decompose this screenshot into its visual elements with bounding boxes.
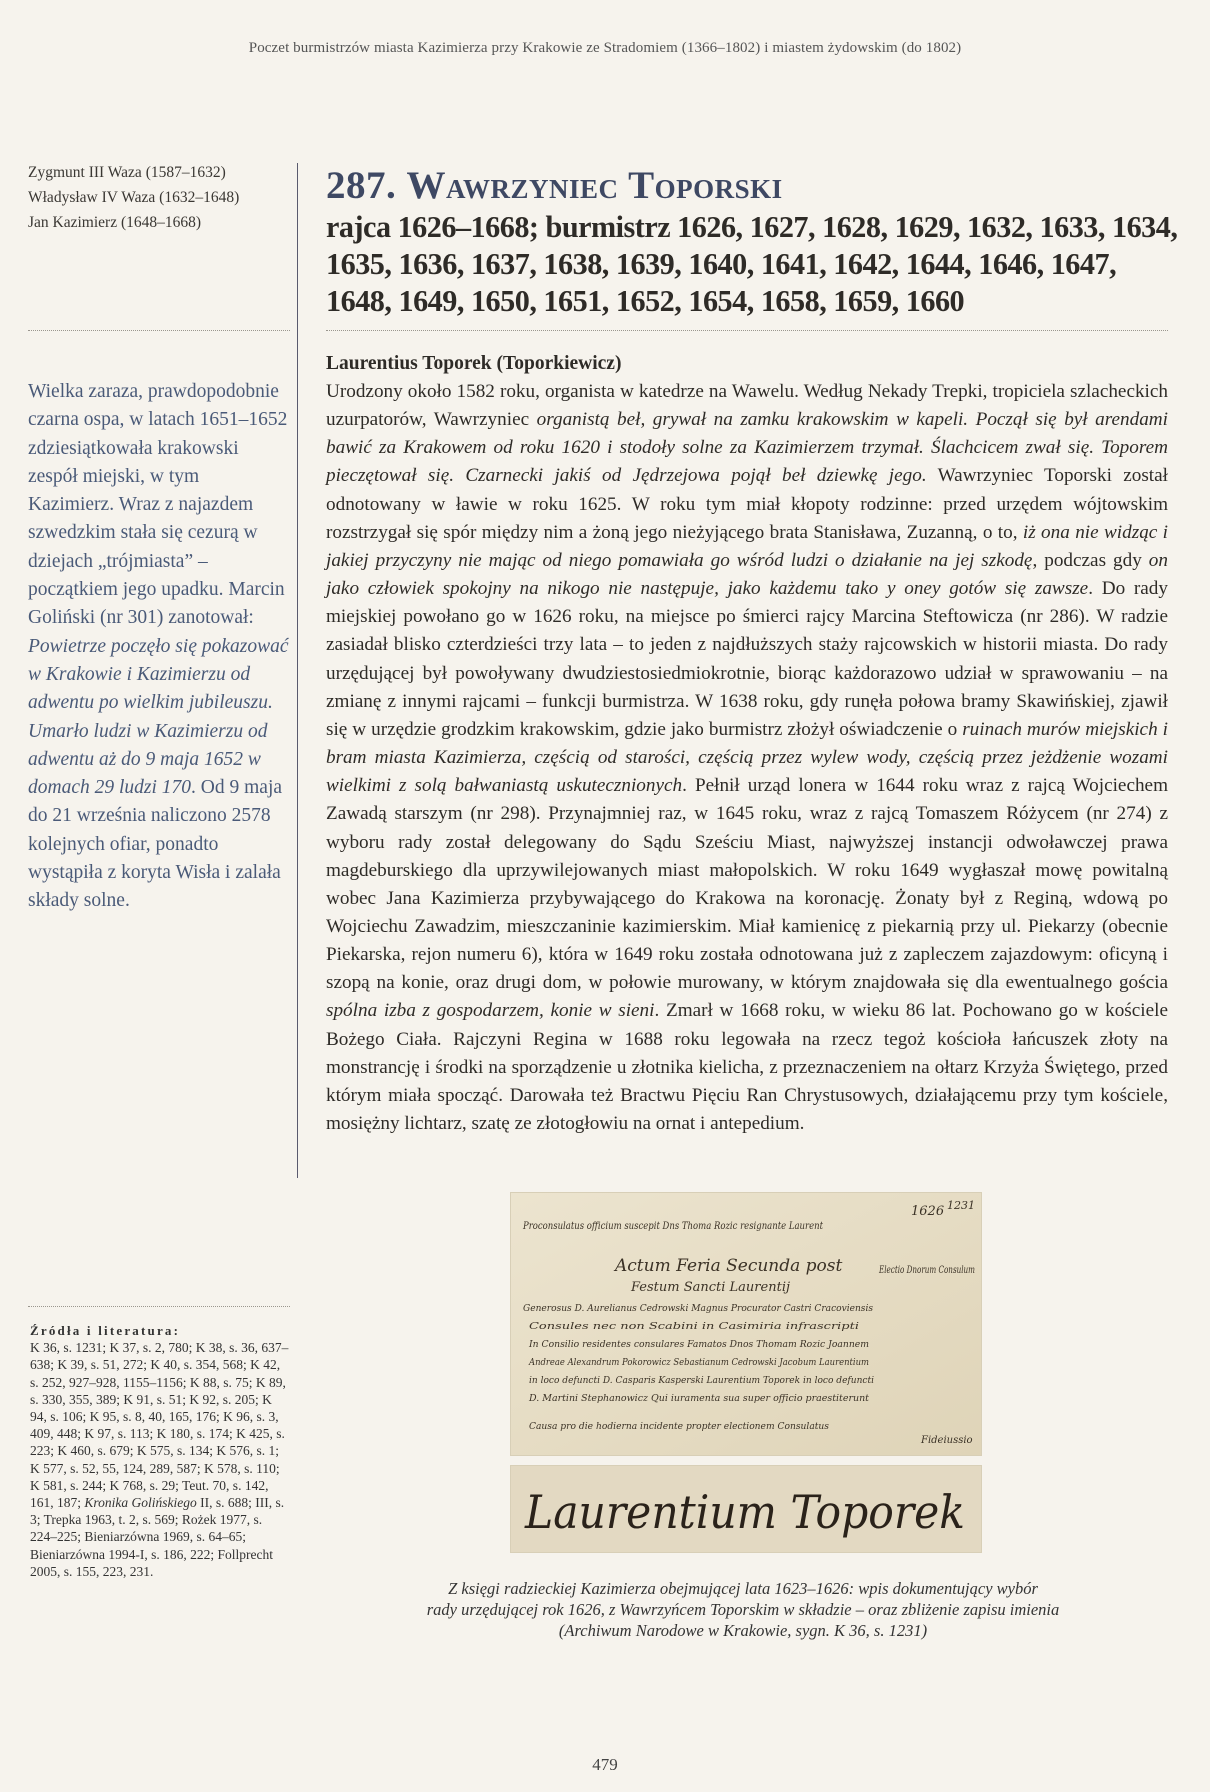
page-number: 479 [592, 1755, 618, 1774]
manuscript-line: in loco defuncti D. Casparis Kasperski Laurentium Toporek in loco defuncti [529, 1375, 874, 1386]
manuscript-line: Consules nec non Scabini in Casimiria infrascripti [529, 1321, 859, 1332]
entry-offices: rajca 1626–1668; burmistrz 1626, 1627, 1628, 1629, 1632, 1633, 1634, 1635, 1636, 1637, 1638, 1639, 1640, 1641, 1642, 1644, 1646, 1647, 1648, 1649, 1650, 1651, 1652, 1654, 1658, 1659, 1660 [326, 210, 1178, 318]
manuscript-line: In Consilio residentes consulares Famatos Dnos Thomam Rozic Joannem [528, 1339, 869, 1350]
manuscript-line: Proconsulatus officium suscepit Dns Thoma Rozic resignante Laurent [522, 1221, 824, 1232]
figure-caption: Z księgi radzieckiej Kazimierza obejmującej lata 1623–1626: wpis dokumentujący wybór rady urzędującej rok 1626, z Wawrzyńcem Toporskim w składzie – oraz zbliżenie zapisu imienia (Archiwum Narodowe w Krakowie, sygn. K 36, s. 1231) [426, 1579, 1060, 1640]
reign-item: Władysław IV Waza (1632–1648) [28, 189, 240, 206]
manuscript-line: Generosus D. Aurelianus Cedrowski Magnus Procurator Castri Cracoviensis [523, 1303, 874, 1314]
manuscript-line: D. Martini Stephanowicz Qui iuramenta sua super officio praestiterunt [528, 1393, 870, 1404]
sources-list: K 36, s. 1231; K 37, s. 2, 780; K 38, s. 36, 637–638; K 39, s. 51, 272; K 40, s. 354, 568; K 42, s. 252, 927–928, 1155–1156; K 88, s. 75; K 89, s. 330, 355, 389; K 91, s. 51; K 92, s. 205; K 94, s. 106; K 95, s. 8, 40, 165, 176; K 96, s. 3, 409, 448; K 97, s. 113; K 180, s. 174; K 425, s. 223; K 460, s. 679; K 575, s. 134; K 576, s. 1; K 577, s. 52, 55, 124, 289, 587; K 578, s. 110; K 581, s. 244; K 768, s. 29; Teut. 70, s. 142, 161, 187; Kronika Golińskiego II, s. 688; III, s. 3; Trepka 1963, t. 2, s. 569; Rożek 1977, s. 224–225; Bieniarzówna 1969, s. 64–65; Bieniarzówna 1994-I, s. 186, 222; Follprecht 2005, s. 155, 223, 231. [30, 1340, 289, 1579]
signature-closeup [510, 1465, 982, 1553]
entry-number: 287. [326, 164, 397, 207]
latin-name: Laurentius Toporek (Toporkiewicz) [326, 353, 622, 374]
manuscript-corner-year: 1626 [911, 1204, 945, 1219]
sources-heading: Źródła i literatura: [30, 1323, 181, 1338]
running-header: Poczet burmistrzów miasta Kazimierza przy Krakowie ze Stradomiem (1366–1802) i miastem żydowskim (do 1802) [248, 40, 962, 56]
sources-block [30, 1322, 292, 1580]
entry-name: Wawrzyniec Toporski [406, 164, 783, 207]
sidebar-dotted-divider [28, 330, 290, 331]
signature-svg [511, 1466, 981, 1552]
signature-text: Laurentium Toporek [524, 1485, 965, 1539]
reigns-list [28, 160, 288, 235]
manuscript-margin: Electio Dnorum Consulum [878, 1265, 975, 1276]
manuscript-margin: Fideiussio [921, 1435, 973, 1446]
sidenote-quote: Powietrze poczęło się pokazować w Krakowie i Kazimierzu od adwentu po wielkim jubileuszu. Umarło ludzi w Kazimierzu od adwentu aż do 9 maja 1652 w domach 29 ludzi 170 [28, 635, 289, 799]
manuscript-line: Festum Sancti Laurentij [631, 1280, 791, 1295]
manuscript-image [510, 1192, 982, 1456]
manuscript-line: Actum Feria Secunda post [615, 1256, 843, 1276]
entry-heading [326, 166, 1186, 320]
entry-title [326, 166, 1186, 206]
reign-item: Zygmunt III Waza (1587–1632) [28, 164, 226, 181]
manuscript-svg [511, 1193, 981, 1455]
vertical-divider [297, 163, 298, 1178]
manuscript-line: Andreae Alexandrum Pokorowicz Sebastianum Cedrowski Jacobum Laurentium [528, 1357, 869, 1368]
manuscript-line: Causa pro die hodierna incidente propter electionem Consulatus [529, 1421, 830, 1432]
sources-dotted-divider [28, 1306, 290, 1307]
manuscript-page-mark: 1231 [947, 1199, 975, 1212]
biography-text: Urodzony około 1582 roku, organista w katedrze na Wawelu. Według Nekady Trepki, tropiciela szlacheckich uzurpatorów, Wawrzyniec organistą beł, grywał na zamku krakowskim w kapeli. Począł się był arendami bawić za Krakowem od roku 1620 i stodoły solne za Kazimierzem trzymał. Ślachcicem zwał się. Toporem pieczętował się. Czarnecki jakiś od Jędrzejowa pojął beł dziewkę jego. Wawrzyniec Toporski został odnotowany w ławie w roku 1625. W roku tym miał kłopoty rodzinne: przed urzędem wójtowskim rozstrzygał się spór między nim a żoną jego nieżyjącego brata Stanisława, Zuzanną, o to, iż ona nie widząc i jakiej przyczyny nie mając od niego pomawiała go wśród ludzi o działanie na jej szkodę, podczas gdy on jako człowiek spokojny na nikogo nie następuje, jako każdemu tako y oney gotów się zawsze. Do rady miejskiej powołano go w 1626 roku, na miejsce po śmierci rajcy Marcina Steftowicza (nr 286). W radzie zasiadał blisko czterdzieści trzy lata – to jeden z najdłuższych staży rajcowskich w historii miasta. Do rady urzędującej był powoływany dwudziestosiedmiokrotnie, biorąc każdorazowo udział w sprawowaniu – na zmianę z innymi rajcami – funkcji burmistrza. W 1638 roku, gdy runęła połowa bramy Skawińskiej, zjawił się w urzędzie grodzkim krakowskim, gdzie jako burmistrz złożył oświadczenie o ruinach murów miejskich i bram miasta Kazimierza, częścią od starości, częścią przez wylew wody, częścią przez jeżdżenie wozami wielkimi z solą bałwaniastą uskutecznionych. Pełnił urząd lonera w 1644 roku wraz z rajcą Wojciechem Zawadą starszym (nr 298). Przynajmniej raz, w 1645 roku, wraz z rajcą Tomaszem Różycem (nr 274) z wyboru rady został delegowany do Sądu Sześciu Miast, najwyższej instancji odwoławczej prawa magdeburskiego dla uprzywilejowanych miast małopolskich. W roku 1649 wygłaszał mowę powitalną wobec Jana Kazimierza przybywającego do Krakowa na koronację. Żonaty był z Reginą, wdową po Wojciechu Zawadzim, mieszczaninie kazimierskim. Miał kamienicę z piekarnią przy ul. Piekarzy (obecnie Piekarska, rejon numeru 6), która w 1649 roku została odnotowana już z zapleczem zajazdowym: oficyną i szopą na konie, oraz drugi dom, w połowie murowany, w którym znajdowała się dla ewentualnego gościa spólna izba z gospodarzem, konie w sieni. Zmarł w 1668 roku, w wieku 86 lat. Pochowano go w kościele Bożego Ciała. Rajczyni Regina w 1688 roku legowała na rzecz tegoż kościoła łańcuszek złoty na monstrancję i środki na sporządzenie u złotnika kielicha, z przeznaczeniem na ołtarz Krzyża Świętego, przed którym miała spocząć. Darowała też Bractwu Pięciu Ran Chrystusowych, działającemu przy tym kościele, mosiężny lichtarz, szatę ze złotogłowiu na ornat i antepedium. [326, 381, 1169, 1135]
sidenote: Wielka zaraza, prawdopodobnie czarna ospa, w latach 1651–1652 zdziesiątkowała krakowski zespół miejski, w tym Kazimierz. Wraz z najazdem szwedzkim stała się cezurą w dziejach „trójmiasta” – początkiem jego upadku. Marcin Goliński (nr 301) zanotował: Powietrze poczęło się pokazować w Krakowie i Kazimierzu od adwentu po wielkim jubileuszu. Umarło ludzi w Kazimierzu od adwentu aż do 9 maja 1652 w domach 29 ludzi 170. Od 9 maja do 21 września naliczono 2578 kolejnych ofiar, ponadto wystąpiła z koryta Wisła i zalała składy solne. [28, 381, 289, 912]
title-dotted-divider [326, 330, 1168, 331]
entry-body [326, 350, 1168, 1138]
reign-item: Jan Kazimierz (1648–1668) [28, 214, 202, 231]
